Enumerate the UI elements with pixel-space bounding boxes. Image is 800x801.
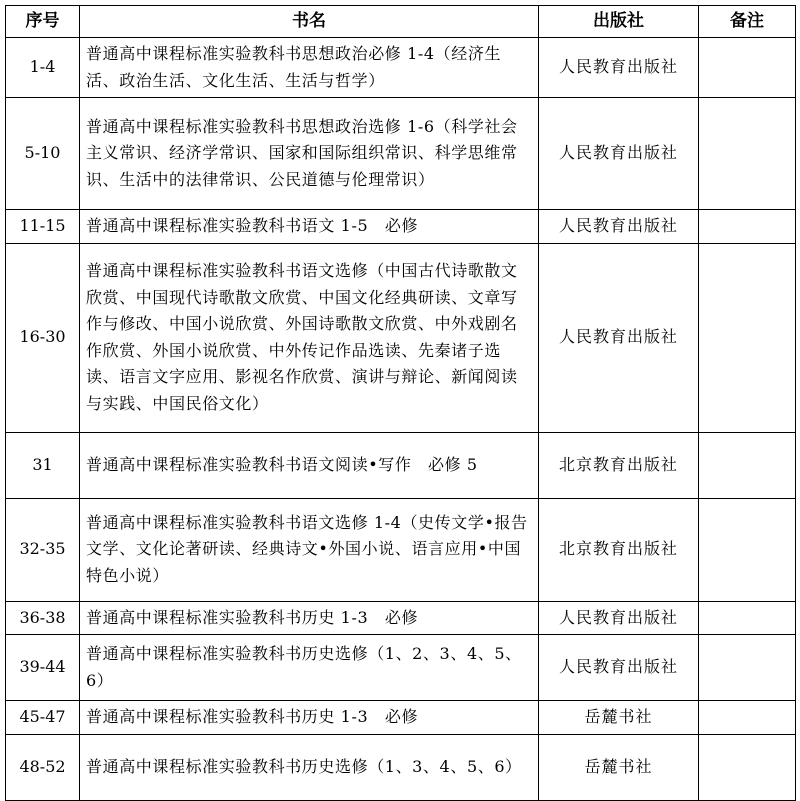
cell-note: [699, 98, 796, 210]
header-no: 序号: [6, 6, 80, 38]
cell-publisher: 北京教育出版社: [539, 498, 699, 601]
cell-note: [699, 635, 796, 701]
cell-title: 普通高中课程标准实验教科书历史选修（1、2、3、4、5、6）: [80, 635, 539, 701]
table-row: [6, 701, 796, 735]
cell-note: [699, 243, 796, 432]
cell-publisher: 北京教育出版社: [539, 432, 699, 498]
cell-publisher: 人民教育出版社: [539, 601, 699, 635]
cell-no: 45-47: [6, 701, 80, 735]
cell-title: 普通高中课程标准实验教科书思想政治选修 1-6（科学社会主义常识、经济学常识、国家和国际组织常识、科学思维常识、生活中的法律常识、公民道德与伦理常识）: [80, 98, 539, 210]
cell-title: 普通高中课程标准实验教科书语文选修（中国古代诗歌散文欣赏、中国现代诗歌散文欣赏、中国文化经典研读、文章写作与修改、中国小说欣赏、外国诗歌散文欣赏、中外戏剧名作欣赏、外国小说欣赏、中外传记作品选读、先秦诸子选读、语言文字应用、影视名作欣赏、演讲与辩论、新闻阅读与实践、中国民俗文化）: [80, 243, 539, 432]
cell-publisher: 人民教育出版社: [539, 98, 699, 210]
cell-publisher: 人民教育出版社: [539, 38, 699, 98]
cell-publisher: 人民教育出版社: [539, 210, 699, 244]
cell-note: [699, 601, 796, 635]
book-list-table-container: [5, 5, 796, 801]
cell-title: 普通高中课程标准实验教科书语文 1-5 必修: [80, 210, 539, 244]
cell-publisher: 人民教育出版社: [539, 635, 699, 701]
cell-title: 普通高中课程标准实验教科书历史 1-3 必修: [80, 601, 539, 635]
book-list-table: [5, 5, 796, 801]
header-note: 备注: [699, 6, 796, 38]
table-row: [6, 601, 796, 635]
table-row: [6, 38, 796, 98]
cell-no: 31: [6, 432, 80, 498]
table-row: [6, 498, 796, 601]
cell-no: 16-30: [6, 243, 80, 432]
cell-publisher: 人民教育出版社: [539, 243, 699, 432]
table-header-row: [6, 6, 796, 38]
cell-title: 普通高中课程标准实验教科书历史选修（1、3、4、5、6）: [80, 734, 539, 800]
cell-publisher: 岳麓书社: [539, 734, 699, 800]
cell-title: 普通高中课程标准实验教科书思想政治必修 1-4（经济生活、政治生活、文化生活、生活与哲学）: [80, 38, 539, 98]
cell-no: 11-15: [6, 210, 80, 244]
cell-no: 32-35: [6, 498, 80, 601]
table-row: [6, 210, 796, 244]
cell-no: 39-44: [6, 635, 80, 701]
cell-note: [699, 432, 796, 498]
header-publisher: 出版社: [539, 6, 699, 38]
cell-publisher: 岳麓书社: [539, 701, 699, 735]
cell-note: [699, 210, 796, 244]
cell-title: 普通高中课程标准实验教科书历史 1-3 必修: [80, 701, 539, 735]
table-row: [6, 243, 796, 432]
table-row: [6, 734, 796, 800]
cell-note: [699, 701, 796, 735]
cell-title: 普通高中课程标准实验教科书语文阅读•写作 必修 5: [80, 432, 539, 498]
cell-no: 1-4: [6, 38, 80, 98]
cell-note: [699, 498, 796, 601]
cell-no: 5-10: [6, 98, 80, 210]
cell-no: 36-38: [6, 601, 80, 635]
table-row: [6, 432, 796, 498]
table-row: [6, 635, 796, 701]
header-title: 书名: [80, 6, 539, 38]
cell-note: [699, 38, 796, 98]
cell-title: 普通高中课程标准实验教科书语文选修 1-4（史传文学•报告文学、文化论著研读、经典诗文•外国小说、语言应用•中国特色小说）: [80, 498, 539, 601]
cell-no: 48-52: [6, 734, 80, 800]
table-row: [6, 98, 796, 210]
cell-note: [699, 734, 796, 800]
